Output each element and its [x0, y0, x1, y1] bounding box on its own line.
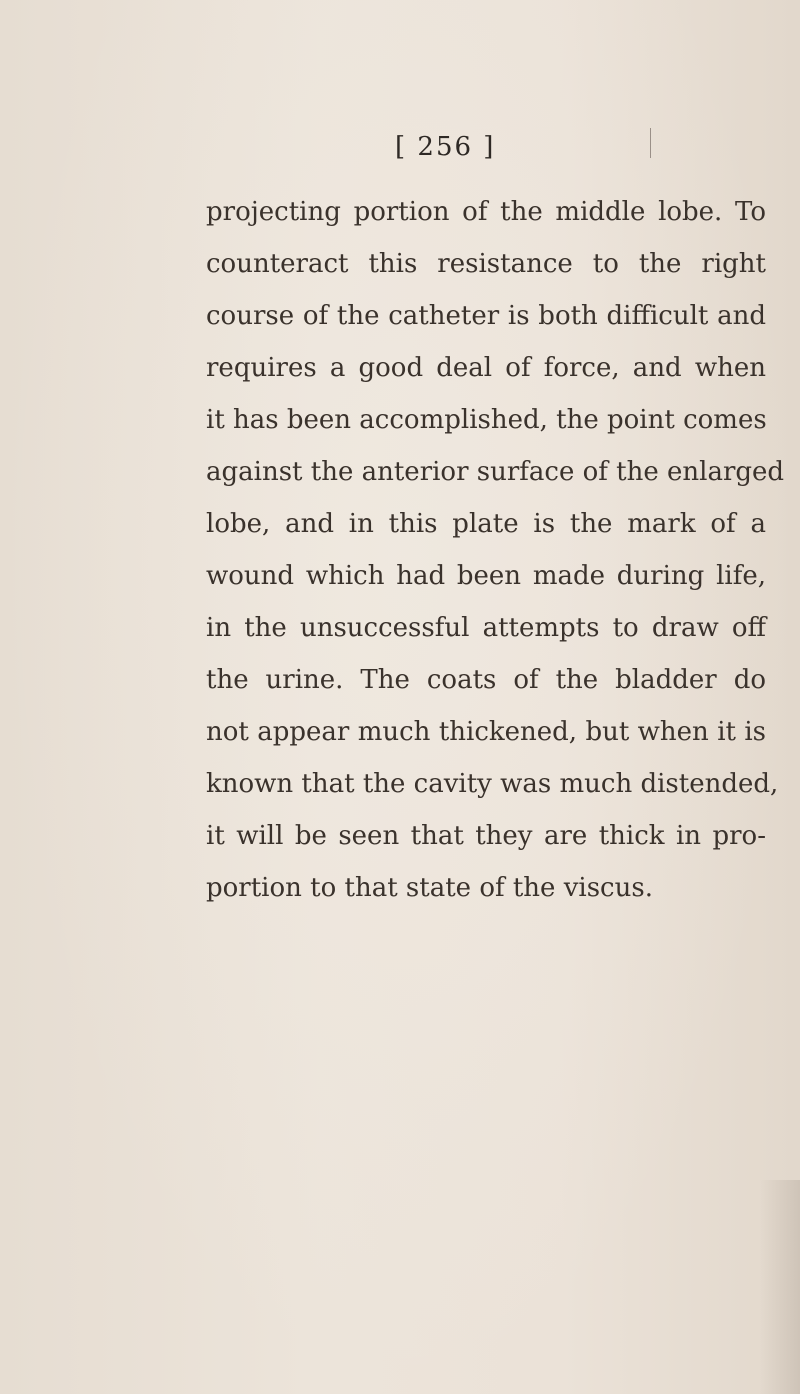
text-line: in the unsuccessful attempts to draw off — [206, 613, 766, 643]
text-line: not appear much thickened, but when it is — [206, 717, 766, 747]
text-line: it has been accomplished, the point comes — [206, 405, 767, 435]
text-line: against the anterior surface of the enlarged — [206, 457, 785, 487]
text-line: lobe, and in this plate is the mark of a — [206, 509, 766, 539]
text-line-last: portion to that state of the viscus. — [206, 873, 653, 903]
page-edge-shadow — [760, 1180, 800, 1394]
page-number: [ 256 ] — [395, 132, 496, 162]
text-line: it will be seen that they are thick in pro- — [206, 821, 766, 851]
text-line: known that the cavity was much distended, — [206, 769, 779, 799]
gutter-mark — [650, 128, 651, 158]
body-text — [206, 186, 785, 914]
text-line: the urine. The coats of the bladder do — [206, 665, 766, 695]
text-line: projecting portion of the middle lobe. To — [206, 197, 766, 227]
text-line: wound which had been made during life, — [206, 561, 766, 591]
text-line: counteract this resistance to the right — [206, 249, 766, 279]
text-line: course of the catheter is both difficult and — [206, 301, 766, 331]
text-line: requires a good deal of force, and when — [206, 353, 766, 383]
